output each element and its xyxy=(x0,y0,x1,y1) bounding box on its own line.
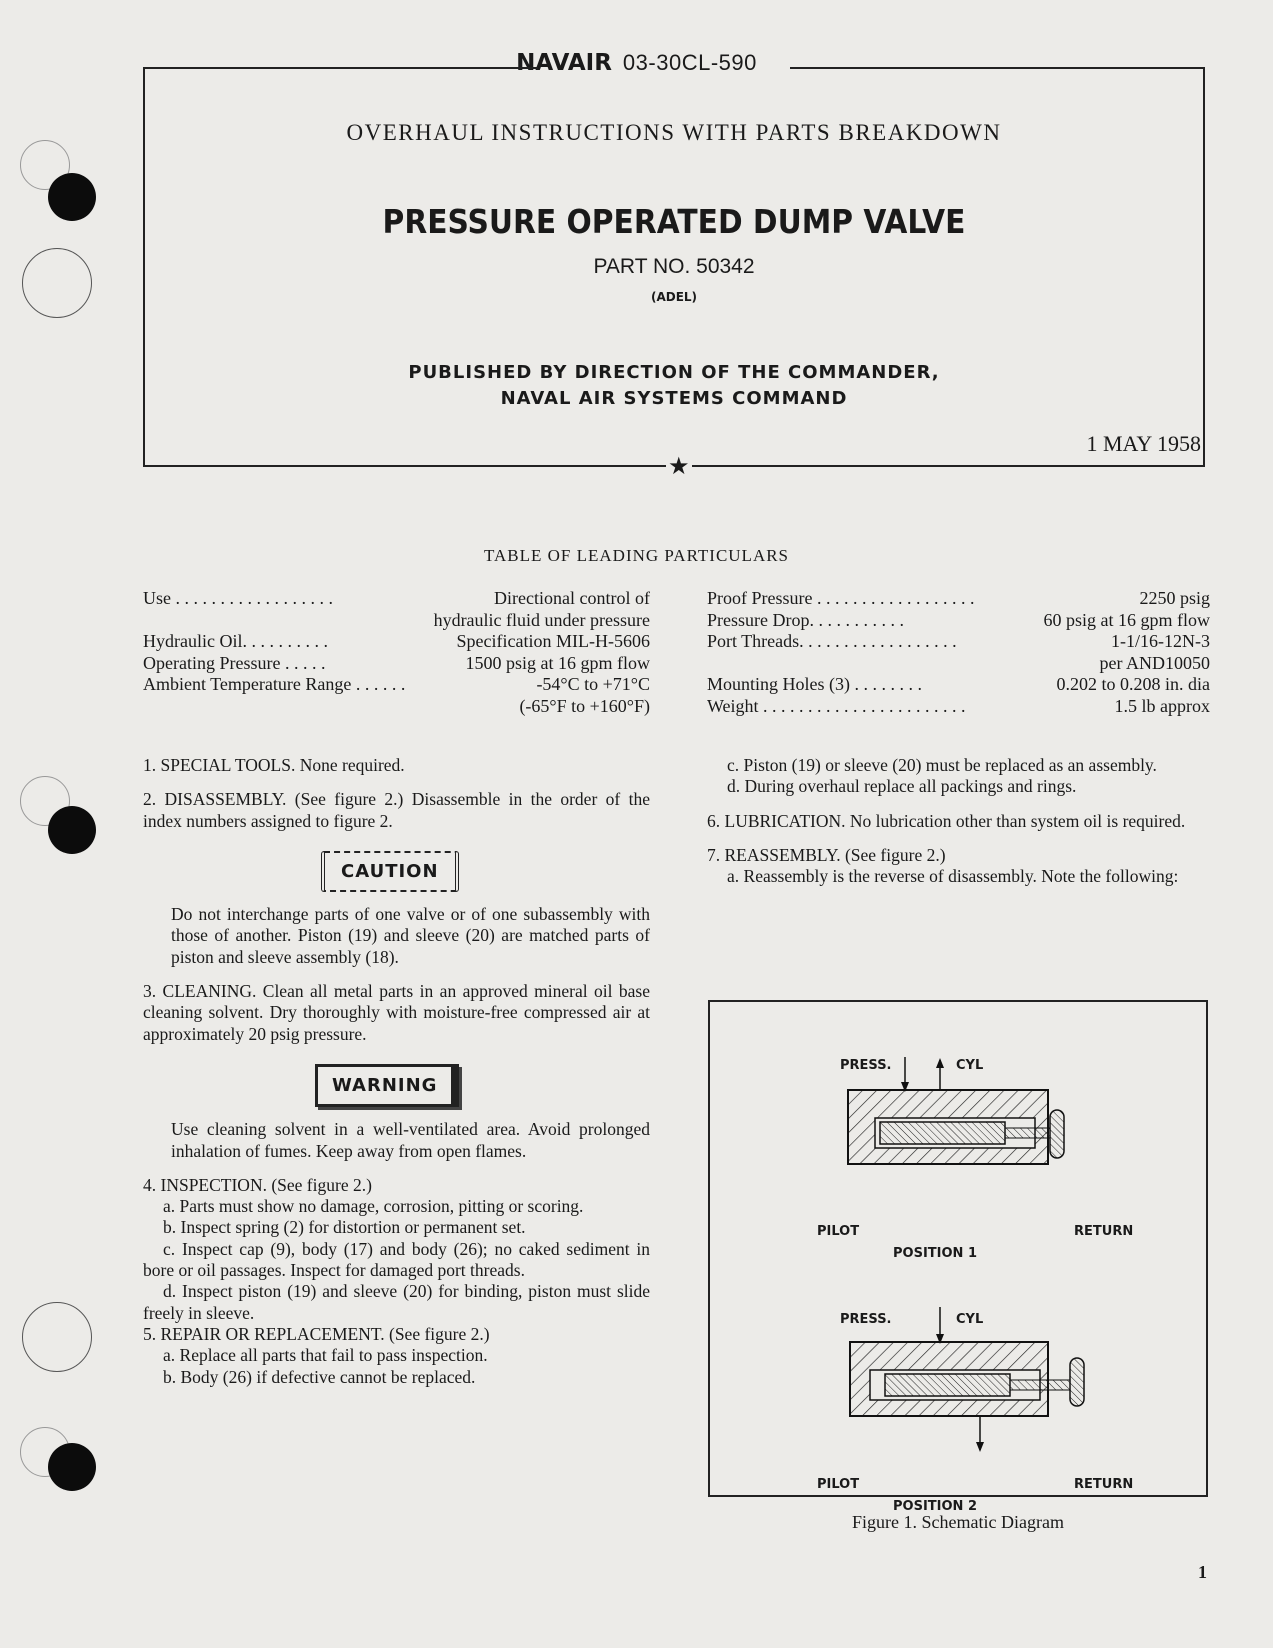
punch-hole xyxy=(48,173,96,221)
header-doc-number: 03-30CL-590 xyxy=(622,50,757,75)
warning-text: Use cleaning solvent in a well-ventilated area. Avoid prolonged inhalation of fumes. Keep away from open flames. xyxy=(171,1119,650,1161)
caution-text: Do not interchange parts of one valve or of one subassembly with those of another. Piston (19) and sleeve (20) are matched parts of piston and sleeve assembly (18). xyxy=(171,904,650,967)
particular-label: Pressure Drop. . . . . . . . . . . xyxy=(707,609,904,630)
part-number: PART NO. 50342 xyxy=(593,255,755,278)
cover-subtitle: OVERHAUL INSTRUCTIONS WITH PARTS BREAKDOWN xyxy=(346,120,1002,145)
publisher xyxy=(143,360,1205,412)
label-position-1: POSITION 1 xyxy=(893,1246,977,1261)
repair-item: b. Body (26) if defective cannot be replaced. xyxy=(163,1366,476,1387)
repair-item: c. Piston (19) or sleeve (20) must be replaced as an assembly. xyxy=(727,755,1157,775)
body-right-column xyxy=(707,755,1210,887)
particular-row xyxy=(143,588,650,610)
particular-value: per AND10050 xyxy=(1099,652,1210,673)
label-return: RETURN xyxy=(1074,1224,1134,1239)
label-cyl: CYL xyxy=(956,1058,984,1073)
particular-value: 1-1/16-12N-3 xyxy=(1111,631,1210,651)
particular-label: Port Threads. . . . . . . . . . . . . . . . . . xyxy=(707,631,957,651)
section-repair: 5. REPAIR OR REPLACEMENT. (See figure 2.) xyxy=(143,1323,490,1344)
publisher-line: PUBLISHED BY DIRECTION OF THE COMMANDER, xyxy=(408,362,940,383)
particular-row xyxy=(707,696,1210,718)
particular-row xyxy=(707,674,1210,696)
label-press: PRESS. xyxy=(840,1312,892,1327)
particular-label: Ambient Temperature Range . . . . . . xyxy=(143,674,406,694)
label-return: RETURN xyxy=(1074,1477,1134,1492)
warning-box: WARNING xyxy=(315,1064,459,1107)
label-cyl: CYL xyxy=(956,1312,984,1327)
frame-rule xyxy=(790,67,1205,69)
punch-hole xyxy=(22,1302,92,1372)
page-number: 1 xyxy=(1198,1562,1207,1582)
figure-caption: Figure 1. Schematic Diagram xyxy=(852,1512,1064,1532)
page-title: PRESSURE OPERATED DUMP VALVE xyxy=(382,202,966,241)
publisher-line: NAVAL AIR SYSTEMS COMMAND xyxy=(500,388,848,409)
particular-label: Mounting Holes (3) . . . . . . . . xyxy=(707,674,922,694)
label-pilot: PILOT xyxy=(817,1477,860,1492)
star-icon: ★ xyxy=(668,454,690,480)
punch-hole xyxy=(48,1443,96,1491)
punch-hole xyxy=(48,806,96,854)
particular-value: (-65°F to +160°F) xyxy=(519,695,650,716)
particular-label: Proof Pressure . . . . . . . . . . . . . . . . . . xyxy=(707,588,975,608)
particular-label: Operating Pressure . . . . . xyxy=(143,652,326,673)
particular-value: 60 psig at 16 gpm flow xyxy=(1043,609,1210,630)
caution-box: CAUTION xyxy=(321,851,459,892)
particular-label: Use . . . . . . . . . . . . . . . . . . xyxy=(143,588,333,608)
section-special-tools: 1. SPECIAL TOOLS. None required. xyxy=(143,755,405,775)
inspection-item: d. Inspect piston (19) and sleeve (20) for binding, piston must slide freely in sleeve. xyxy=(143,1281,650,1323)
section-disassembly: 2. DISASSEMBLY. (See figure 2.) Disassemble in the order of the index numbers assigned to figure 2. xyxy=(143,789,650,831)
particular-row xyxy=(707,610,1210,632)
particular-row xyxy=(143,674,650,696)
inspection-item: a. Parts must show no damage, corrosion, pitting or scoring. xyxy=(163,1196,584,1217)
frame-rule xyxy=(143,67,538,69)
label-position-2: POSITION 2 xyxy=(893,1499,977,1514)
punch-hole xyxy=(22,248,92,318)
inspection-item: b. Inspect spring (2) for distortion or permanent set. xyxy=(163,1217,526,1238)
particular-value: hydraulic fluid under pressure xyxy=(433,609,650,630)
particular-value: Directional control of xyxy=(494,588,650,608)
particular-value: 0.202 to 0.208 in. dia xyxy=(1056,674,1210,694)
manufacturer: (ADEL) xyxy=(650,290,698,304)
particulars-right xyxy=(707,588,1210,717)
particular-row xyxy=(707,588,1210,610)
particulars-heading: TABLE OF LEADING PARTICULARS xyxy=(483,546,790,565)
section-lubrication: 6. LUBRICATION. No lubrication other than system oil is required. xyxy=(707,810,1186,831)
particular-row xyxy=(143,653,650,675)
particular-value: 1.5 lb approx xyxy=(1114,695,1210,716)
particular-row xyxy=(143,631,650,653)
reassembly-item: a. Reassembly is the reverse of disassembly. Note the following: xyxy=(727,866,1179,887)
publication-date: 1 MAY 1958 xyxy=(1086,431,1201,456)
particular-label: Hydraulic Oil. . . . . . . . . . xyxy=(143,631,328,651)
section-inspection: 4. INSPECTION. (See figure 2.) xyxy=(143,1174,372,1195)
particular-row xyxy=(707,631,1210,653)
header-org: NAVAIR xyxy=(516,50,612,76)
section-cleaning: 3. CLEANING. Clean all metal parts in an approved mineral oil base cleaning solvent. Dry thoroughly with moisture-free compressed air at approximately 20 psig pressure. xyxy=(143,981,650,1044)
schematic-figure xyxy=(708,1000,1208,1514)
label-pilot: PILOT xyxy=(817,1224,860,1239)
particular-value: 1500 psig at 16 gpm flow xyxy=(465,652,650,673)
repair-item: d. During overhaul replace all packings and rings. xyxy=(727,776,1077,797)
inspection-item: c. Inspect cap (9), body (17) and body (26); no caked sediment in bore or oil passages. Inspect for damaged port threads. xyxy=(143,1238,650,1281)
particular-value: Specification MIL-H-5606 xyxy=(456,631,650,651)
valve-position-2 xyxy=(850,1307,1084,1452)
section-reassembly: 7. REASSEMBLY. (See figure 2.) xyxy=(707,844,946,865)
particulars-left xyxy=(143,588,650,717)
body-left-column xyxy=(143,755,650,1388)
valve-position-1 xyxy=(848,1057,1064,1164)
particular-label: Weight . . . . . . . . . . . . . . . . . . . . . . . xyxy=(707,695,966,716)
label-press: PRESS. xyxy=(840,1058,892,1073)
particular-value: -54°C to +71°C xyxy=(536,674,650,694)
repair-item: a. Replace all parts that fail to pass inspection. xyxy=(163,1345,488,1366)
particular-value: 2250 psig xyxy=(1139,588,1210,608)
